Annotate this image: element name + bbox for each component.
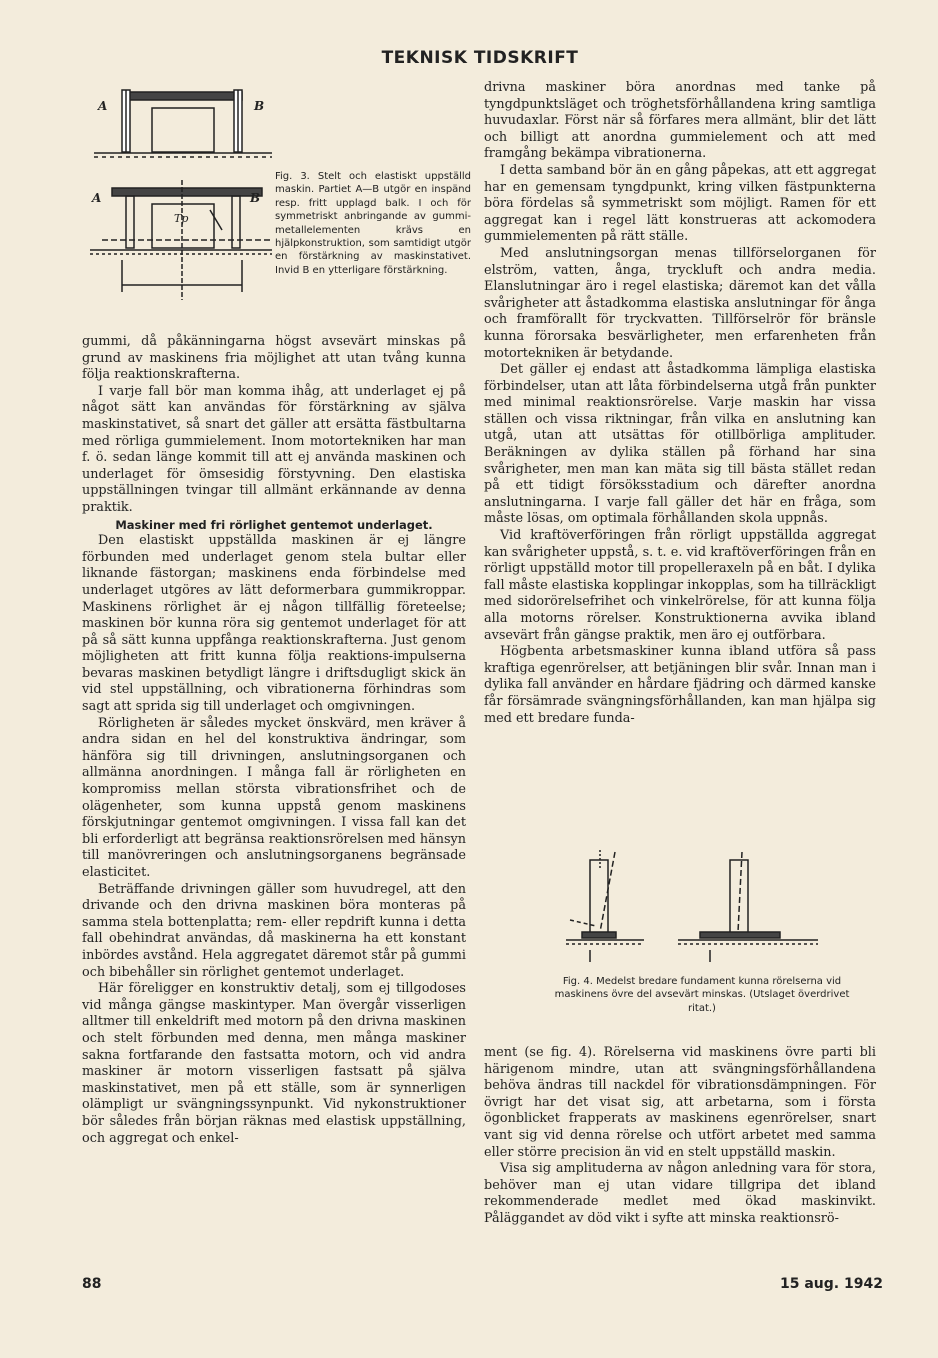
- fig3-label-tp: Tp: [174, 212, 189, 225]
- left-column: [82, 334, 466, 1147]
- paragraph: Den elastiskt uppställda maskinen är ej längre förbunden med underlaget genom stela bultar eller liknande fästorgan; maskinens enda förbindelse med underlaget utgöres av lätt deformerbara gummikroppar. Maskinens rörlighet är ej någon tillfällig företeelse; maskinen bör kunna röra sig gentemot underlaget för att på så sätt kunna uppfånga reaktionskrafterna. Just genom möjligheten att fritt kunna följa reaktions-impulserna bevaras maskinen betydligt längre i driftsdugligt skick än vid stel uppställning, och vibrationerna förhindras som sagt att sprida sig till underlaget och omgivningen.: [82, 533, 466, 715]
- section-heading: Maskiner med fri rörlighet gentemot underlaget.: [115, 517, 433, 532]
- fig3-label-b-top: B: [254, 99, 265, 113]
- issue-date: 15 aug. 1942: [780, 1276, 883, 1292]
- paragraph: drivna maskiner böra anordnas med tanke på tyngdpunktsläget och tröghetsförhållandena kring samtliga huvudaxlar. Först när så förfares mera allmänt, blir det lätt och billigt att anordna gummielement och att med framgång bekämpa vibrationerna.: [484, 80, 876, 162]
- paragraph: Högbenta arbetsmaskiner kunna ibland utföra så pass kraftiga egenrörelser, att betjäningen blir svår. Innan man i dylika fall använder en hårdare fjädring och därmed kanske får försämrade svängningsförhållanden, kan man hjälpa sig med ett bredare funda-: [484, 644, 876, 726]
- right-column-top: [484, 80, 876, 727]
- paragraph: Det gäller ej endast att åstadkomma lämpliga elastiska förbindelser, utan att låta förbindelserna utgå från punkter med minimal reaktionsrörelse. Varje maskin har vissa ställen och vissa riktningar, från vilka en anslutning kan utgå, utan att utsättas för otillbörliga amplituder. Beräkningen av dylika ställen på förhand har sina svårigheter, men man kan mäta sig till bästa stället redan på ett tidigt försöksstadium och därefter anordna anslutningarna. I varje fall gäller det här en fråga, som måste lösas, om optimala förhållanden skola uppnås.: [484, 362, 876, 527]
- paragraph: I varje fall bör man komma ihåg, att underlaget ej på något sätt kan användas för förstärkning av själva maskinstativet, så snart det gäller att ersätta fästbultarna med rörliga gummielement. Inom motortekniken har man f. ö. sedan länge kommit till att ej använda maskinen och underlaget för ömsesidig förstyvning. Den elastiska uppställningen tvingar till allmänt erkännande av denna praktik.: [82, 383, 466, 515]
- right-column-bottom: [484, 1045, 876, 1228]
- paragraph: Med anslutningsorgan menas tillförselorganen för elström, vatten, ånga, tryckluft och andra media. Elanslutningar äro i regel elastiska; däremot kan det vålla svårigheter att åstadkomma elastiska anslutningar för ånga och framförallt för tryckvatten. Tillförselrör för bränsle kunna förorsaka besvärligheter, men erfarenheten från motortekniken är betydande.: [484, 245, 876, 361]
- journal-header: TEKNISK TIDSKRIFT: [381, 48, 579, 68]
- fig3-label-b-bottom: B: [250, 191, 261, 205]
- paragraph: Visa sig amplituderna av någon anledning vara för stora, behöver man ej utan vidare tillgripa det ibland rekommenderade medlet med ökad maskinvikt. Påläggandet av död vikt i syfte att minska reaktionsrö-: [484, 1161, 876, 1226]
- fig4-drawing: [560, 840, 840, 970]
- paragraph: ment (se fig. 4). Rörelserna vid maskinens övre parti bli härigenom mindre, utan att svängningsförhållandena behöva ändras till nackdel för vibrationsdämpningen. För övrigt har det visat sig, att arbetarna, som i första ögonblicket frapperats av maskinens egenrörelser, snart vant sig vid denna rörelse och utfört arbetet med samma eller större precision än vid en stelt uppställd maskin.: [484, 1045, 876, 1160]
- paragraph: I detta samband bör än en gång påpekas, att ett aggregat har en gemensam tyngdpunkt, kring vilken fästpunkterna böra fördelas så symmetriskt som möjligt. Ramen för ett aggregat kan i regel lätt konstrueras att ackomodera gummielementen på rätt ställe.: [484, 162, 876, 245]
- paragraph: Rörligheten är således mycket önskvärd, men kräver å andra sidan en hel del konstruktiva ändringar, som hänföra sig till drivningen, anslutningsorganen och allmänna anordningen. I många fall är rörligheten en kompromiss mellan största vibrationsfrihet och de olägenheter, som kunna uppstå genom maskinens förskjutningar gentemot omgivningen. I vissa fall kan det bli erforderligt att begränsa reaktionsrörelsen med hänsyn till manövreringen och anslutningsorganens begränsade elasticitet.: [82, 715, 466, 880]
- fig4-caption: Fig. 4. Medelst bredare fundament kunna rörelserna vid maskinens övre del avsevärt minskas. (Utslaget överdrivet ritat.): [554, 976, 850, 1014]
- page-number: 88: [82, 1276, 102, 1292]
- paragraph: Vid kraftöverföringen från rörligt uppställda aggregat kan svårigheter uppstå, s. t. e. vid kraftöverföringen från en rörligt uppställd motor till propelleraxeln på en båt. I dylika fall måste elastiska kopplingar inkopplas, som ha tillräckligt med sidorörelsefrihet och vinkelrörelse, för att kunna följa alla motorns rörelser. Konstruktionerna avvika ibland avsevärt från gängse praktik, men äro ej outförbara.: [484, 528, 876, 643]
- fig3-drawing: [82, 80, 282, 310]
- paragraph: gummi, då påkänningarna högst avsevärt minskas på grund av maskinens fria möjlighet att utan tvång kunna följa reaktionskrafterna.: [82, 334, 466, 383]
- fig3-label-a-top: A: [98, 99, 108, 113]
- fig3-caption: Fig. 3. Stelt och elastiskt uppställd maskin. Partiet A—B utgör en inspänd resp. fritt upplagd balk. I och för symmetriskt anbringande av gummi-metallelementen krävs en hjälpkonstruktion, som samtidigt utgör en förstärkning av maskinstativet. Invid B en ytterligare förstärkning.: [275, 171, 471, 276]
- fig3-label-a-bottom: A: [92, 191, 102, 205]
- paragraph: Här föreligger en konstruktiv detalj, som ej tillgodoses vid många gängse maskintyper. Man övergår visserligen alltmer till enkeldrift med motorn på den drivna maskinen och stelt förbunden med denna, men många maskiner sakna fortfarande den fastsatta motorn, och vid andra maskiner är motorn visserligen fastsatt på själva maskinstativet, men på ett ställe, som är synnerligen olämpligt ur svängningssynpunkt. Vid nykonstruktioner bör således från början räknas med elastisk uppställning, och aggregat och enkel-: [82, 981, 466, 1146]
- paragraph: Beträffande drivningen gäller som huvudregel, att den drivande och den drivna maskinen böra monteras på samma stela bottenplatta; rem- eller repdrift kunna i detta fall obehindrat användas, då maskinerna ha ett konstant inbördes avstånd. Hela aggregatet däremot står på gummi och bibehåller sin rörlighet gentemot underlaget.: [82, 881, 466, 980]
